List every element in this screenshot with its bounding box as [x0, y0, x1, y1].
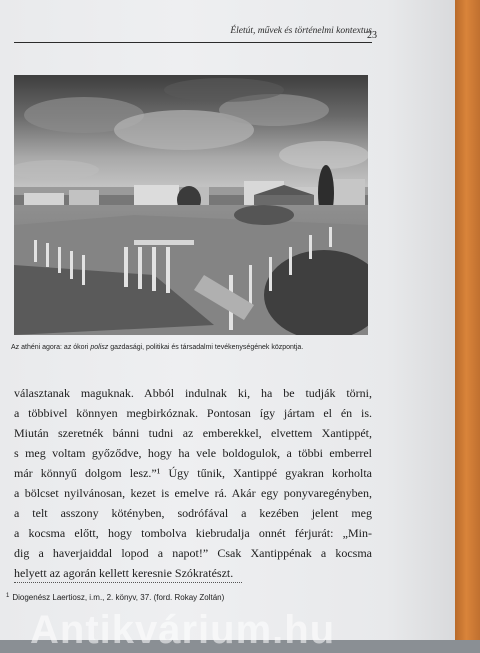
watermark: Antikvárium.hu [30, 608, 336, 652]
agora-photo-illustration [14, 75, 368, 335]
text-line: dig a haverjaiddal lopod a napot!” Csak Xantippénak a kocsma [14, 546, 372, 560]
running-header: Életút, művek és történelmi kontextus [230, 26, 372, 36]
footnote-text: Diogenész Laertiosz, i.m., 2. könyv, 37. (ford. Rokay Zoltán) [12, 593, 225, 602]
text-line: a telt asszony kötényben, sodrófával a kezében jelent meg [14, 506, 372, 520]
text-line: Miután szeretnék bánni tudni az emberekkel, elvettem Xantippét, [14, 426, 372, 440]
text-line: s meg voltam győződve, hogy ha vele boldogulok, a többi emberrel [14, 446, 372, 460]
body-paragraph [14, 383, 372, 583]
agora-photograph [14, 75, 368, 335]
footnote-rule [14, 582, 242, 583]
page-number: 23 [367, 30, 377, 41]
text-line: a kocsma előtt, hogy tombolva kiebrudalja onnét férjurát: „Min- [14, 526, 372, 540]
text-line: választanak maguknak. Abból indulnak ki, ha be tudják törni, [14, 386, 372, 400]
header-rule [14, 42, 372, 43]
footnote [6, 593, 306, 602]
figure-caption [11, 344, 371, 351]
caption-suffix: gazdasági, politikai és társadalmi tevékenységének központja. [108, 344, 304, 351]
caption-prefix: Az athéni agora: az ókori [11, 344, 91, 351]
book-spine-edge [455, 0, 480, 640]
footnote-marker: 1 [6, 593, 10, 599]
text-line: már könnyű dolgom lesz.”¹ Úgy tűnik, Xantippé gyakran korholta [14, 466, 372, 480]
text-line: helyett az agorán kellett keresnie Szókratészt. [14, 566, 234, 580]
text-line: a bölcset nyilvánosan, kezet is emelve rá. Akár egy ponyvaregényben, [14, 486, 372, 500]
caption-italic-term: polisz [90, 344, 109, 351]
text-line: a többivel könnyen megbirkóznak. Pontosan így jártam el én is. [14, 406, 372, 420]
